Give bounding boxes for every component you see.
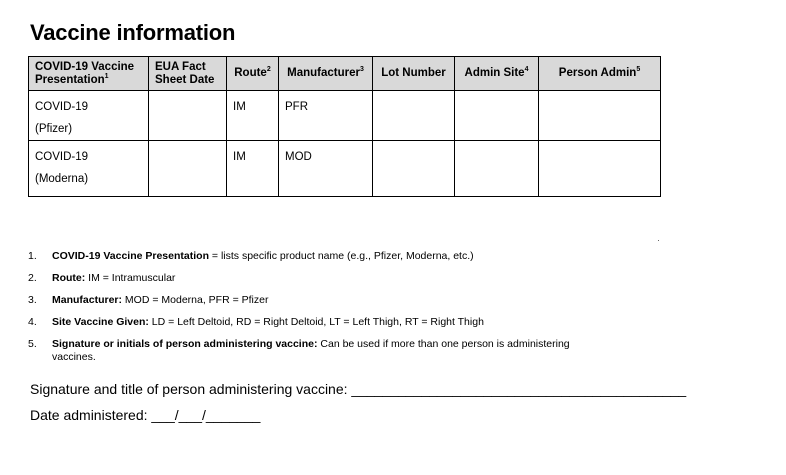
cell-eua-date[interactable] [149, 141, 227, 197]
header-admin-site: Admin Site$^4$ [455, 57, 539, 91]
header-manufacturer: Manufacturer$^3$ [279, 57, 373, 91]
cell-presentation: COVID-19 (Pfizer) [29, 91, 149, 141]
table-row [29, 91, 661, 141]
header-lot-number: Lot Number [373, 57, 455, 91]
footnote-item: 3. Manufacturer: MOD = Moderna, PFR = Pfizer [28, 294, 269, 306]
cell-admin-site[interactable] [455, 91, 539, 141]
footnotes-list [28, 250, 668, 373]
header-person-admin: Person Admin$^5$ [539, 57, 661, 91]
vaccine-table [28, 56, 661, 197]
footnote-item: 5. Signature or initials of person administering vaccine: Can be used if more than one person is administering vaccines. [28, 338, 570, 363]
footnote-item: 2. Route: IM = Intramuscular [28, 272, 176, 284]
cell-lot-number[interactable] [373, 91, 455, 141]
cell-presentation: COVID-19 (Moderna) [29, 141, 149, 197]
cell-manufacturer: MOD [279, 141, 373, 197]
header-presentation: COVID-19 Vaccine Presentation$^1$ [29, 57, 149, 91]
cell-eua-date[interactable] [149, 91, 227, 141]
signature-line[interactable]: Signature and title of person administering vaccine: ___________________________________________ [30, 381, 687, 397]
table-row [29, 141, 661, 197]
date-administered-line[interactable]: Date administered: ___/___/_______ [30, 407, 261, 423]
table-header-row [29, 57, 661, 91]
footnote-item: 4. Site Vaccine Given: LD = Left Deltoid, RD = Right Deltoid, LT = Left Thigh, RT = Right Thigh [28, 316, 484, 328]
cell-lot-number[interactable] [373, 141, 455, 197]
cell-manufacturer: PFR [279, 91, 373, 141]
cell-route: IM [227, 91, 279, 141]
header-eua-date: EUA Fact Sheet Date [149, 57, 227, 91]
page-title: Vaccine information [30, 20, 236, 45]
stray-mark [658, 240, 659, 241]
cell-admin-site[interactable] [455, 141, 539, 197]
cell-route: IM [227, 141, 279, 197]
cell-person-admin[interactable] [539, 141, 661, 197]
cell-person-admin[interactable] [539, 91, 661, 141]
header-route: Route$^2$ [227, 57, 279, 91]
footnote-item: 1. COVID-19 Vaccine Presentation = lists specific product name (e.g., Pfizer, Moderna, etc.) [28, 250, 474, 262]
